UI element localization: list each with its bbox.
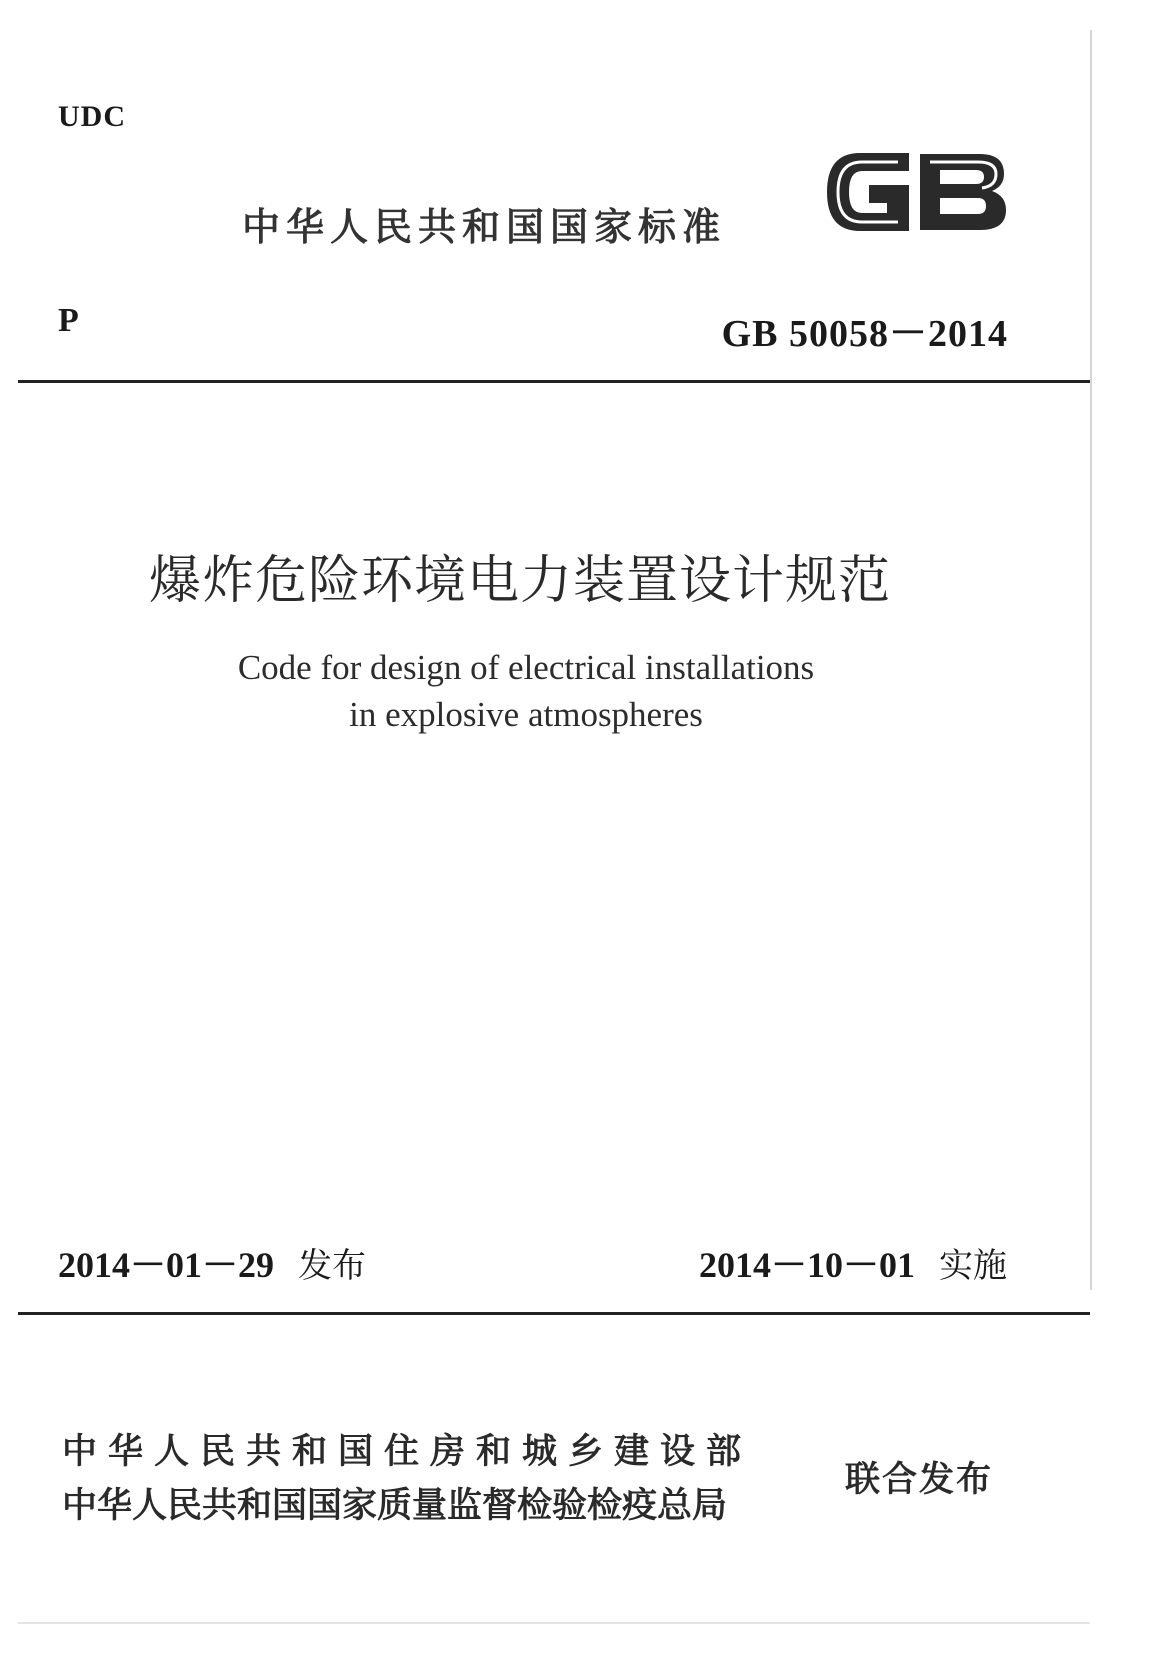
top-divider xyxy=(18,380,1090,383)
standard-type-heading: 中华人民共和国国家标准 xyxy=(242,205,727,249)
gb-logo-icon xyxy=(820,140,1012,244)
page-edge-shadow xyxy=(1090,30,1092,1290)
effective-label: 实施 xyxy=(939,1246,1007,1286)
release-date: 2014－01－29 xyxy=(58,1245,275,1285)
issuer-ministry-housing: 中华人民共和国住房和城乡建设部 xyxy=(62,1432,753,1472)
chinese-title-text: 爆炸危险环境电力装置设计规范 xyxy=(148,551,891,611)
release-date-block xyxy=(58,1237,366,1288)
standard-number: GB 50058－2014 xyxy=(721,313,1008,355)
joint-release-label: 联合发布 xyxy=(845,1460,994,1500)
effective-date-block xyxy=(699,1237,1007,1288)
release-label: 发布 xyxy=(298,1246,367,1286)
chinese-title xyxy=(0,538,1090,613)
scan-edge-line xyxy=(18,1622,1090,1624)
bottom-divider xyxy=(18,1312,1090,1315)
udc-label: UDC xyxy=(58,100,126,133)
effective-date: 2014－10－01 xyxy=(698,1245,915,1285)
english-title-line2: in explosive atmospheres xyxy=(349,695,703,734)
english-title-line1: Code for design of electrical installations xyxy=(237,648,815,687)
issuer-quality-supervision: 中华人民共和国国家质量监督检验检疫总局 xyxy=(62,1486,728,1526)
category-code: P xyxy=(58,302,79,339)
